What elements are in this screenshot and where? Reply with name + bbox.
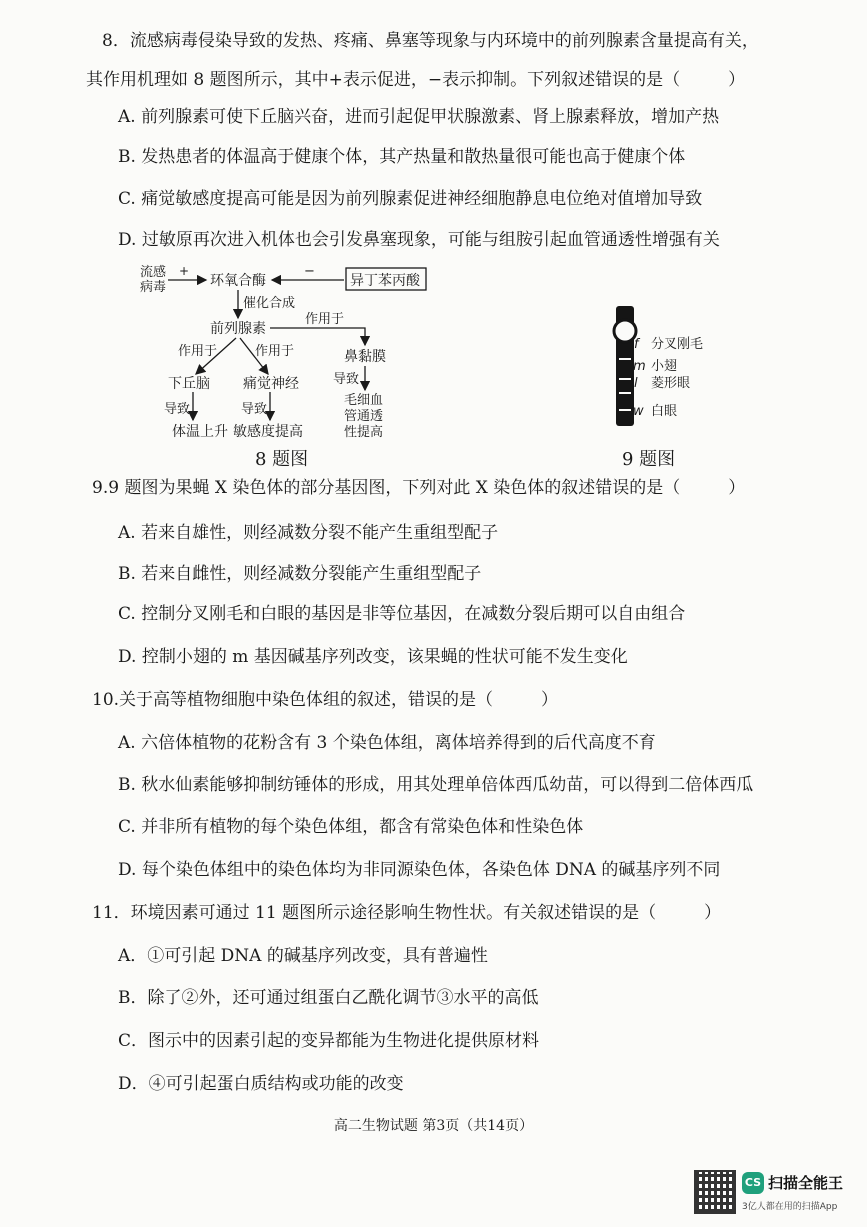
fig8-lead-3: 导致: [333, 372, 360, 387]
fig8-lead-1: 导致: [164, 402, 191, 417]
q8-option-b: B. 发热患者的体温高于健康个体，其产热量和散热量很可能也高于健康个体: [118, 147, 686, 167]
scanner-watermark: [694, 1170, 859, 1218]
fig9-centromere: [614, 320, 636, 342]
fig9-w-symbol: w: [633, 404, 644, 419]
fig8-cox: 环氧合酶: [210, 273, 266, 289]
fig8-ibuprofen: 异丁苯丙酸: [350, 273, 420, 289]
fig8-mucosa: 鼻黏膜: [344, 349, 386, 365]
fig8-acts-on-2: 作用于: [255, 344, 295, 359]
fig9-m-symbol: m: [633, 359, 646, 374]
fig8-acts-on-3: 作用于: [305, 312, 345, 327]
fig9-f-label: 分叉刚毛: [651, 337, 704, 352]
fig8-arrow-pg-mucosa: [270, 328, 365, 345]
fig8-pain-nerve: 痛觉神经: [243, 376, 299, 392]
watermark-subtitle: 3亿人都在用的扫描App: [742, 1202, 838, 1212]
fig8-cap-2: 管通透: [344, 409, 384, 424]
fig9-w-label: 白眼: [651, 404, 678, 419]
fig9-l-label: 菱形眼: [651, 376, 691, 391]
q11-option-b: B．除了②外，还可通过组蛋白乙酰化调节③水平的高低: [118, 988, 539, 1008]
q9-option-d: D. 控制小翅的 m 基因碱基序列改变，该果蝇的性状可能不发生变化: [118, 647, 628, 667]
figures: [0, 0, 867, 480]
q8-option-a: A. 前列腺素可使下丘脑兴奋，进而引起促甲状腺激素、肾上腺素释放，增加产热: [118, 107, 720, 127]
fig8-plus-sign: +: [179, 264, 190, 278]
q9-option-b: B. 若来自雌性，则经减数分裂能产生重组型配子: [118, 564, 482, 584]
q10-stem: 10.关于高等植物细胞中染色体组的叙述，错误的是（ ）: [92, 690, 559, 710]
fig8-pg: 前列腺素: [210, 321, 266, 337]
q10-option-c: C. 并非所有植物的每个染色体组，都含有常染色体和性染色体: [118, 817, 584, 837]
fig8-acts-on-1: 作用于: [178, 344, 218, 359]
q11-option-d: D．④可引起蛋白质结构或功能的改变: [118, 1074, 404, 1094]
camscanner-logo-icon: CS: [742, 1172, 764, 1194]
fig8-sensitivity: 敏感度提高: [233, 424, 303, 440]
q10-option-d: D. 每个染色体组中的染色体均为非同源染色体，各染色体 DNA 的碱基序列不同: [118, 860, 721, 880]
fig8-lead-2: 导致: [241, 402, 268, 417]
fig9-band-1: [619, 358, 631, 360]
fig8-temp-rise: 体温上升: [172, 424, 228, 440]
fig8-virus-a: 流感: [140, 265, 167, 280]
q8-option-c: C. 痛觉敏感度提高可能是因为前列腺素促进神经细胞静息电位绝对值增加导致: [118, 189, 703, 209]
fig8-hypothalamus: 下丘脑: [168, 376, 210, 392]
fig8-caption: 8 题图: [255, 449, 309, 470]
watermark-brand: 扫描全能王: [768, 1174, 844, 1192]
q11-option-a: A．①可引起 DNA 的碱基序列改变，具有普遍性: [118, 946, 488, 966]
q10-option-a: A. 六倍体植物的花粉含有 3 个染色体组，离体培养得到的后代高度不育: [118, 733, 656, 753]
fig9-band-4: [619, 409, 631, 411]
q9-stem: 9.9 题图为果蝇 X 染色体的部分基因图，下列对此 X 染色体的叙述错误的是（ ）: [92, 478, 746, 498]
fig9-band-2: [619, 378, 631, 380]
page-footer: 高二生物试题 第3页（共14页）: [333, 1118, 534, 1134]
fig8-cap-1: 毛细血: [344, 393, 384, 408]
q8-stem-line1: 8．流感病毒侵染导致的发热、疼痛、鼻塞等现象与内环境中的前列腺素含量提高有关，: [102, 31, 759, 51]
fig9-l-symbol: l: [634, 376, 638, 391]
fig8-minus-sign: −: [304, 264, 315, 279]
fig9-f-symbol: f: [634, 337, 639, 352]
q10-option-b: B. 秋水仙素能够抑制纺锤体的形成，用其处理单倍体西瓜幼苗，可以得到二倍体西瓜: [118, 775, 754, 795]
q8-option-d: D. 过敏原再次进入机体也会引发鼻塞现象，可能与组胺引起血管通透性增强有关: [118, 230, 720, 250]
q11-stem: 11．环境因素可通过 11 题图所示途径影响生物性状。有关叙述错误的是（ ）: [92, 903, 722, 923]
fig8-virus-b: 病毒: [140, 280, 167, 295]
q8-stem-line2: 其作用机理如 8 题图所示，其中+表示促进，−表示抑制。下列叙述错误的是（ ）: [86, 70, 746, 90]
qr-code-icon: [694, 1170, 736, 1214]
fig9-m-label: 小翅: [651, 359, 678, 374]
fig8-catalyze: 催化合成: [243, 296, 296, 311]
q11-option-c: C．图示中的因素引起的变异都能为生物进化提供原材料: [118, 1031, 540, 1051]
fig8-cap-3: 性提高: [344, 425, 384, 440]
q9-option-c: C. 控制分叉刚毛和白眼的基因是非等位基因，在减数分裂后期可以自由组合: [118, 604, 686, 624]
fig9-caption: 9 题图: [622, 449, 676, 470]
fig9-band-3: [619, 392, 631, 394]
q9-option-a: A. 若来自雄性，则经减数分裂不能产生重组型配子: [118, 523, 499, 543]
